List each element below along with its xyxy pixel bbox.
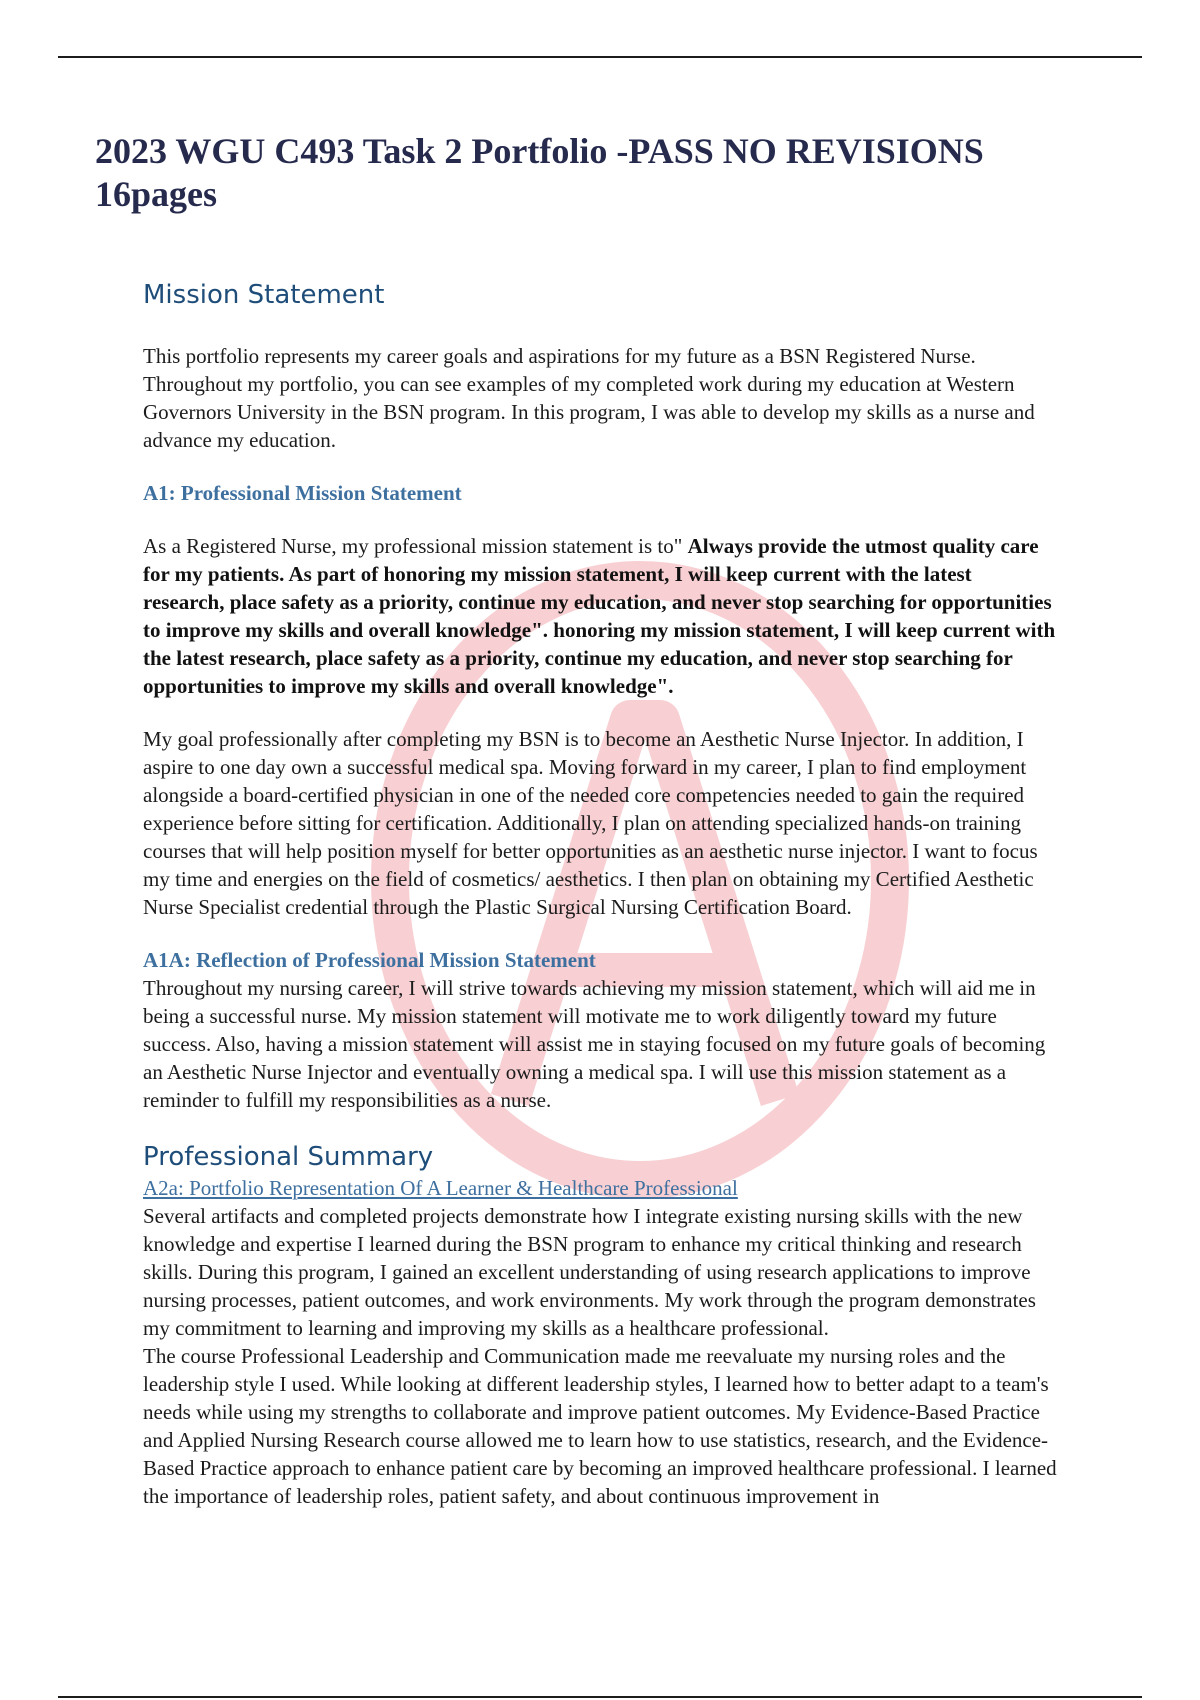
summary-heading: Professional Summary	[143, 1142, 434, 1172]
summary-paragraph-2: The course Professional Leadership and Communication made me reevaluate my nursing roles and the leadership style I used. While looking at different leadership styles, I learned how to better adapt to a team's needs while using my strengths to collaborate and improve patient outcomes. My Evidence-Based Practice and Applied Nursing Research course allowed me to learn how to use statistics, research, and the Evidence-Based Practice approach to enhance patient care by becoming an improved healthcare professional. I learned the importance of leadership roles, patient safety, and about continuous improvement in	[143, 1344, 1057, 1508]
a1-heading: A1: Professional Mission Statement	[143, 481, 462, 505]
summary-paragraph-1: Several artifacts and completed projects demonstrate how I integrate existing nursing skills with the new knowledge and expertise I learned during the BSN program to enhance my critical thinking and research skills. During this program, I gained an excellent understanding of using research applications to improve nursing processes, patient outcomes, and work environments. My work through the program demonstrates my commitment to learning and improving my skills as a healthcare professional.	[143, 1204, 1036, 1340]
a1a-heading: A1A: Reflection of Professional Mission Statement	[143, 948, 596, 972]
a1-bold-statement: Always provide the utmost quality care for my patients. As part of honoring my mission statement, I will keep current with the latest research, place safety as a priority, continue my education, and never stop searching for opportunities to improve my skills and overall knowledge". honoring my mission statement, I will keep current with the latest research, place safety as a priority, continue my education, and never stop searching for opportunities to improve my skills and overall knowledge".	[143, 534, 1056, 698]
document-body	[143, 278, 1058, 1510]
bottom-rule	[58, 1696, 1142, 1698]
mission-intro: This portfolio represents my career goals and aspirations for my future as a BSN Registered Nurse. Throughout my portfolio, you can see examples of my completed work during my education at Western Governors University in the BSN program. In this program, I was able to develop my skills as a nurse and advance my education.	[143, 344, 1035, 452]
a1-lead: As a Registered Nurse, my professional mission statement is to"	[143, 534, 683, 558]
a1a-reflection: Throughout my nursing career, I will strive towards achieving my mission statement, which will aid me in being a successful nurse. My mission statement will motivate me to work diligently toward my future success. Also, having a mission statement will assist me in staying focused on my future goals of becoming an Aesthetic Nurse Injector and eventually owning a medical spa. I will use this mission statement as a reminder to fulfill my responsibilities as a nurse.	[143, 976, 1046, 1112]
professional-goal: My goal professionally after completing my BSN is to become an Aesthetic Nurse Injector. In addition, I aspire to one day own a successful medical spa. Moving forward in my career, I plan to find employment alongside a board-certified physician in one of the needed core competencies needed to gain the required experience before sitting for certification. Additionally, I plan on attending specialized hands-on training courses that will help position myself for better opportunities as an aesthetic nurse injector. I want to focus my time and energies on the field of cosmetics/ aesthetics. I then plan on obtaining my Certified Aesthetic Nurse Specialist credential through the Plastic Surgical Nursing Certification Board.	[143, 727, 1038, 919]
a2a-link[interactable]: A2a: Portfolio Representation Of A Learner & Healthcare Professional	[143, 1176, 738, 1200]
mission-heading: Mission Statement	[143, 280, 385, 310]
top-rule	[58, 56, 1142, 58]
a1-mission-statement	[143, 532, 1058, 700]
document-title: 2023 WGU C493 Task 2 Portfolio -PASS NO REVISIONS 16pages	[95, 131, 984, 214]
